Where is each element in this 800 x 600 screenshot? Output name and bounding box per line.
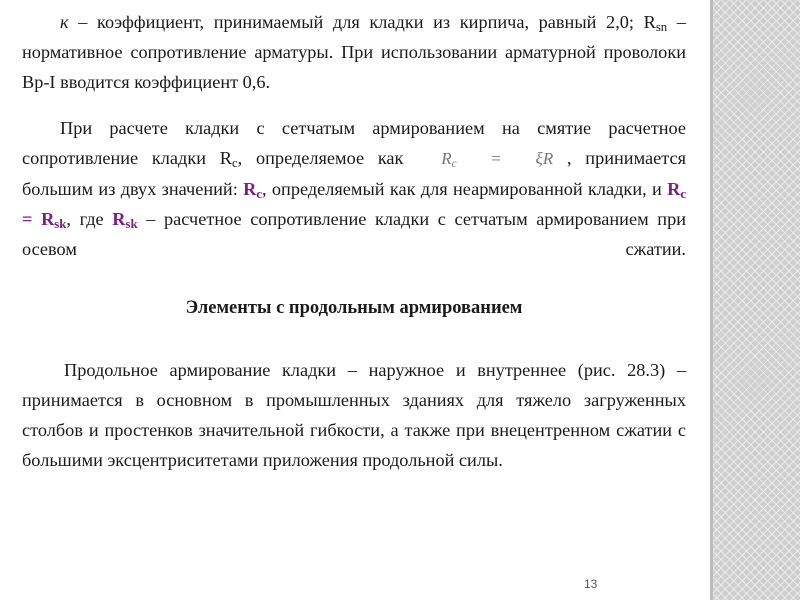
rsk-symbol-1	[41, 209, 66, 229]
subscript-c1: c	[231, 156, 238, 170]
paragraph-longitudinal-reinforcement: Продольное армирование кладки – наружное и внутреннее (рис. 28.3) – принимается в основном в промышленных зданиях для тяжело загруженных столбов и простенков значительной гибкости, а также при внецентренном сжатии с большими эксцентриситетами приложения продольной силы.	[22, 360, 686, 470]
section-heading: Элементы с продольным армированием	[185, 298, 523, 318]
formula-rest: = ξR	[456, 149, 554, 168]
coef-k: к	[60, 12, 69, 32]
rsk2-subscript: sk	[125, 217, 138, 231]
rsk2-letter: R	[112, 209, 126, 229]
formula-r: R	[441, 149, 452, 168]
subscript-sn: sn	[655, 20, 668, 34]
paragraph-coefficient	[22, 7, 686, 97]
para1-text-1: – коэффициент, принимаемый для кладки из кирпича, равный 2,0; R	[68, 12, 656, 32]
para2-text-1: При расчете кладки с сетчатым армированием на смятие расчетное сопротивление кладки R	[22, 118, 686, 168]
rc-symbol-2	[667, 179, 686, 199]
page-number: 13	[584, 577, 598, 591]
side-strip-edge	[710, 0, 713, 600]
rc2-letter: R	[667, 179, 681, 199]
para2-text-5: , где	[66, 209, 113, 229]
para2-text-2: , определяемое как	[237, 148, 418, 168]
decorative-side-strip	[710, 0, 800, 600]
formula-image	[417, 144, 553, 174]
para2-text-6: – расчетное сопротивление кладки с сетчатым армированием при осевом сжатии.	[22, 209, 687, 259]
rc2-subscript: c	[680, 187, 687, 201]
formula-subscript: c	[451, 158, 457, 170]
para2-text-3: , принимается большим из двух значений:	[22, 148, 686, 199]
rc1-subscript: c	[256, 187, 263, 201]
rc1-letter: R	[243, 179, 257, 199]
equals-sign: =	[22, 209, 42, 229]
rsk1-letter: R	[41, 209, 55, 229]
rsk1-subscript: sk	[54, 217, 67, 231]
para2-text-4: , определяемый как для неармированной кладки, и	[262, 179, 668, 199]
para1-text-2: – нормативное сопротивление арматуры. При использовании арматурной проволоки Вр-I вводится коэффициент 0,6.	[22, 12, 687, 92]
rsk-symbol-2	[112, 209, 137, 229]
rc-symbol-1	[243, 179, 262, 199]
paragraph-mesh-reinforcement	[22, 113, 686, 264]
